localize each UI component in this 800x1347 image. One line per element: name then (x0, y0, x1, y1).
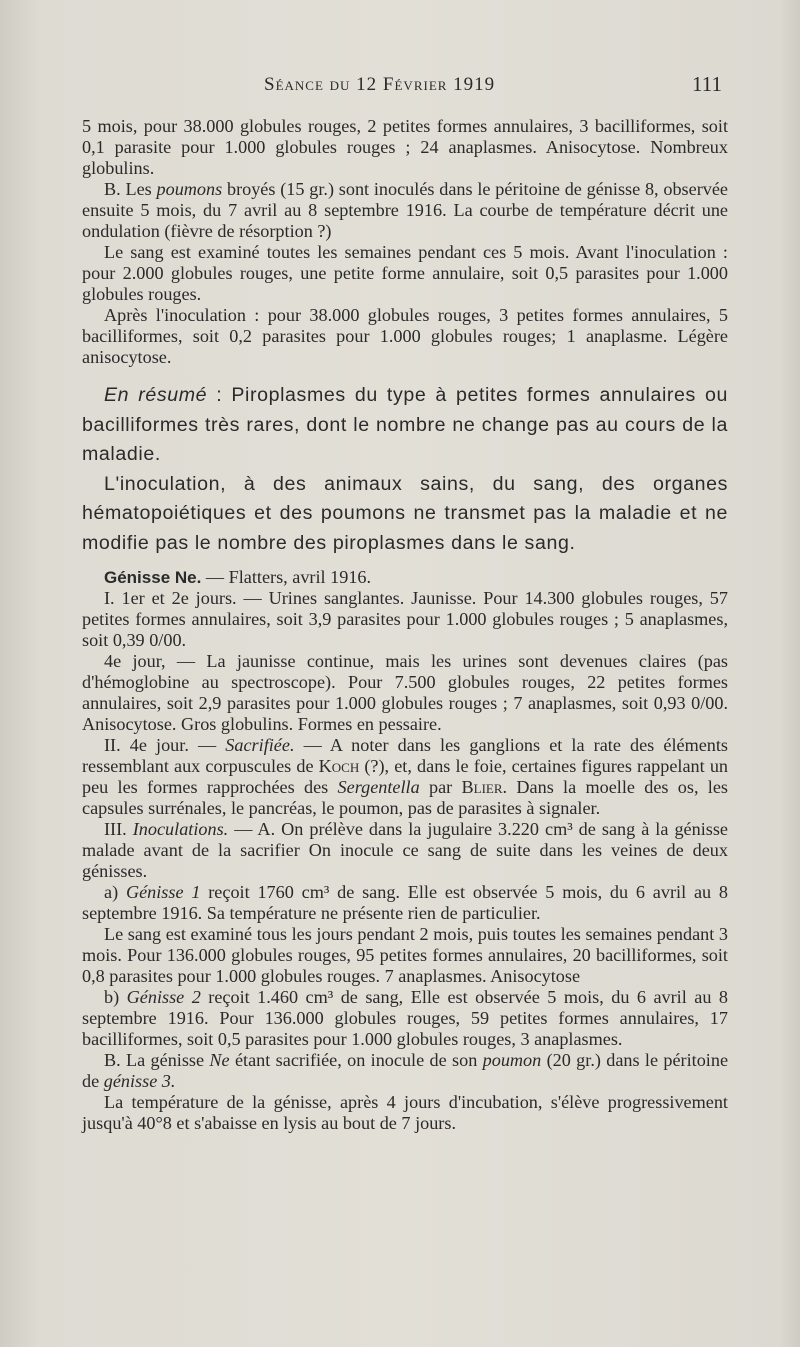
paragraph-lead: III. (104, 819, 127, 839)
paragraph-genisse-3 (82, 1050, 728, 1092)
summary-paragraph-2: L'inoculation, à des animaux sains, du sang, des organes hématopoiétiques et des poumons ne transmet pas la maladie et ne modifie pas le nombre des piroplasmes dans le sang. (82, 472, 728, 554)
emphasis-genisse-2: Génisse 2 (126, 987, 201, 1007)
paragraph-temperature: La température de la génisse, après 4 jours d'incubation, s'élève progressivement jusqu'à 40°8 et s'abaisse en lysis au bout de 7 jours. (82, 1092, 728, 1133)
paragraph-text: étant sacrifiée, on inocule de son (234, 1050, 478, 1070)
emphasis-inoculations: Inoculations. (132, 819, 229, 839)
paragraph-text-2: (20 gr.) dans le péritoine de (82, 1050, 729, 1091)
word-par: par (429, 777, 453, 797)
emphasis-poumon: poumon (482, 1050, 542, 1070)
paragraph-genisse-2 (82, 987, 728, 1050)
emphasis-genisse-3: génisse 3. (103, 1071, 176, 1091)
paragraph-text: broyés (15 gr.) sont inoculés dans le péritoine de génisse 8, observée ensuite 5 mois, du 7 avril au 8 septembre 1916. La courbe de température décrit une ondulation (fièvre de résorption ?) (82, 179, 728, 241)
summary-emphasis: En résumé (104, 384, 208, 406)
paragraph-lead: a) (104, 882, 119, 902)
page-number: 111 (692, 72, 722, 96)
paragraph-text-3: Dans la moelle des os, les capsules surrénales, le pancréas, le poumon, pas de parasites à signaler. (82, 777, 729, 818)
paragraph-text: — A. On prélève dans la jugulaire 3.220 cm³ de sang à la génisse malade avant de la sacrifier On inocule ce sang de suite dans les veines de deux génisses. (82, 819, 728, 881)
running-header (0, 72, 800, 102)
paragraph-poumons (82, 179, 728, 242)
emphasis-poumons: poumons (156, 179, 223, 199)
paragraph-text: reçoit 1760 cm³ de sang. Elle est observée 5 mois, du 6 avril au 8 septembre 1916. Sa température ne présente rien de particulier. (82, 882, 729, 923)
paragraph-genisse-1 (82, 882, 728, 924)
summary-section (82, 381, 728, 558)
paragraph-sacrifice (82, 735, 728, 819)
continued-section (82, 116, 728, 368)
paragraph-text-2: (?), et, dans le foie, certaines figures rappelant un peu les formes rapprochées des (82, 756, 729, 797)
paragraph-day-4: 4e jour, — La jaunisse continue, mais les urines sont devenues claires (pas d'hémoglobine au spectroscope). Pour 7.500 globules rouges, 22 petites formes annulaires, soit 2,9 parasites pour 1.000 globules rouges ; 7 anaplasmes, soit 0,93 0/00. Anisocytose. Gros globulins. Formes en pessaire. (82, 651, 728, 734)
paragraph-lead: b) (104, 987, 120, 1007)
paragraph-lead: II. 4e jour. — (104, 735, 217, 755)
paragraph-lead: B. La génisse (104, 1050, 205, 1070)
paragraph-blood-exam: Le sang est examiné toutes les semaines pendant ces 5 mois. Avant l'inoculation : pour 2.000 globules rouges, une petite forme annulaire, soit 0,5 parasites pour 1.000 globules rouges. (82, 242, 728, 304)
heading-genisse-ne: Génisse Ne. (104, 568, 202, 587)
genisse-ne-section (82, 567, 728, 1134)
paragraph-after-inoculation: Après l'inoculation : pour 38.000 globules rouges, 3 petites formes annulaires, 5 bacilliformes, soit 0,2 parasites pour 1.000 globules rouges; 1 anaplasme. Légère anisocytose. (82, 305, 728, 367)
paragraph-lead: B. Les (104, 179, 152, 199)
paragraph-results: 5 mois, pour 38.000 globules rouges, 2 petites formes annulaires, 3 bacilliformes, soit 0,1 parasite pour 1.000 globules rouges ; 24 anaplasmes. Anisocytose. Nombreux globulins. (82, 116, 728, 178)
paragraph-genisse-1-blood: Le sang est examiné tous les jours pendant 2 mois, puis toutes les semaines pendant 3 mois. Pour 136.000 globules rouges, 95 petites formes annulaires, 20 bacilliformes, soit 0,8 parasites pour 1.000 globules rouges. 7 anaplasmes. Anisocytose (82, 924, 728, 986)
summary-paragraph-1 (82, 381, 728, 470)
name-blier: Blier. (461, 777, 508, 797)
heading-detail: — Flatters, avril 1916. (205, 567, 372, 587)
paragraph-days-1-2: I. 1er et 2e jours. — Urines sanglantes. Jaunisse. Pour 14.300 globules rouges, 57 petites formes annulaires, soit 3,9 parasites pour 1.000 globules rouges ; 5 anaplasmes, soit 0,39 0/00. (82, 588, 728, 650)
summary-text: : Piroplasmes du type à petites formes annulaires ou bacilliformes très rares, dont le nombre ne change pas au cours de la maladie. (82, 384, 728, 465)
paragraph-text: reçoit 1.460 cm³ de sang, Elle est observée 5 mois, du 6 avril au 8 septembre 1916. Pour 136.000 globules rouges, 59 petites formes annulaires, 17 bacilliformes, soit 0,5 parasites pour 1.000 globules rouges, 3 anaplasmes. (82, 987, 729, 1049)
emphasis-sergentella: Sergentella (337, 777, 420, 797)
paragraph-text: — A noter dans les ganglions et la rate des éléments ressemblant aux corpuscules de (82, 735, 729, 776)
name-koch: Koch (318, 756, 360, 776)
running-title: Séance du 12 Février 1919 (264, 74, 496, 95)
section-heading (82, 567, 728, 588)
emphasis-sacrifiee: Sacrifiée. (225, 735, 295, 755)
emphasis-ne: Ne (209, 1050, 230, 1070)
emphasis-genisse-1: Génisse 1 (125, 882, 201, 902)
paragraph-inoculations (82, 819, 728, 882)
